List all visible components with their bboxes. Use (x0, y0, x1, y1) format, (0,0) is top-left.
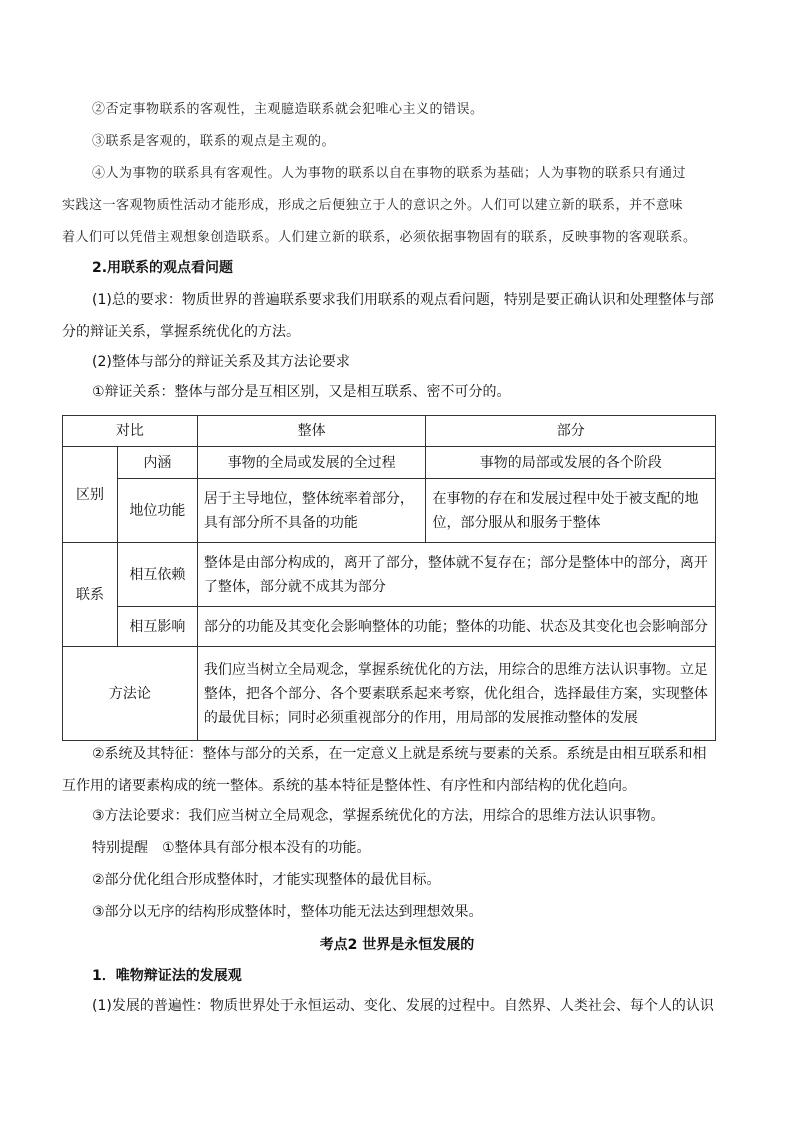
option-4-line1: ④人为事物的联系具有客观性。人为事物的联系以自在事物的联系为基础；人为事物的联系只有通过 (92, 166, 687, 181)
header-whole: 整体 (197, 416, 426, 447)
dialectical-relation: ①辩证关系：整体与部分是互相区别，又是相互联系、密不可分的。 (92, 384, 511, 400)
status-part: 在事物的存在和发展过程中处于被支配的地位，部分服从和服务于整体 (426, 479, 716, 543)
requirement-2: (2)整体与部分的辩证关系及其方法论要求 (92, 354, 350, 370)
connotation-label: 内涵 (117, 447, 197, 479)
special-tip-3: ③部分以无序的结构形成整体时，整体功能无法达到理想效果。 (92, 904, 483, 920)
connotation-whole: 事物的全局或发展的全过程 (197, 447, 426, 479)
heading-2: 2.用联系的观点看问题 (92, 260, 234, 276)
development-universality: (1)发展的普遍性：物质世界处于永恒运动、变化、发展的过程中。自然界、人类社会、每个人的认识 (92, 998, 714, 1014)
method-requirement: ③方法论要求：我们应当树立全局观念，掌握系统优化的方法，用综合的思维方法认识事物。 (92, 808, 665, 824)
requirement-1-line2: 分的辩证关系，掌握系统优化的方法。 (62, 324, 300, 340)
header-part: 部分 (426, 416, 716, 447)
heading-development: 1．唯物辩证法的发展观 (92, 968, 242, 984)
option-3: ③联系是客观的，联系的观点是主观的。 (92, 134, 336, 149)
option-2: ②否定事物联系的客观性，主观臆造联系就会犯唯心主义的错误。 (92, 102, 484, 117)
option-4-line2: 实践这一客观物质性活动才能形成，形成之后便独立于人的意识之外。人们可以建立新的联系，并不意味 (62, 198, 684, 213)
header-compare: 对比 (63, 416, 198, 447)
requirement-1-line1: (1)总的要求：物质世界的普遍联系要求我们用联系的观点看问题，特别是要正确认识和处理整体与部 (92, 292, 714, 308)
influence-text: 部分的功能及其变化会影响整体的功能；整体的功能、状态及其变化也会影响部分 (197, 607, 715, 647)
method-label: 方法论 (63, 647, 198, 741)
status-whole: 居于主导地位，整体统率着部分，具有部分所不具备的功能 (197, 479, 426, 543)
link-label: 联系 (63, 543, 118, 647)
connotation-part: 事物的局部或发展的各个阶段 (426, 447, 716, 479)
method-text: 我们应当树立全局观念，掌握系统优化的方法，用综合的思维方法认识事物。立足整体，把各个部分、各个要素联系起来考察，优化组合，选择最佳方案，实现整体的最优目标；同时必须重视部分的作用，用局部的发展推动整体的发展 (197, 647, 715, 741)
system-features-line2: 互作用的诸要素构成的统一整体。系统的基本特征是整体性、有序性和内部结构的优化趋向。 (62, 778, 636, 794)
system-features-line1: ②系统及其特征：整体与部分的关系，在一定意义上就是系统与要素的关系。系统是由相互联系和相 (92, 746, 707, 762)
comparison-table (62, 415, 716, 741)
special-tip: 特别提醒 ①整体具有部分根本没有的功能。 (92, 840, 371, 856)
depend-text: 整体是由部分构成的，离开了部分，整体就不复存在；部分是整体中的部分，离开了整体，部分就不成其为部分 (197, 543, 715, 607)
influence-label: 相互影响 (117, 607, 197, 647)
special-tip-2: ②部分优化组合形成整体时，才能实现整体的最优目标。 (92, 872, 441, 888)
diff-label: 区别 (63, 447, 118, 543)
depend-label: 相互依赖 (117, 543, 197, 607)
status-label: 地位功能 (117, 479, 197, 543)
section-title: 考点2 世界是永恒发展的 (319, 937, 475, 953)
option-4-line3: 着人们可以凭借主观想象创造联系。人们建立新的联系，必须依据事物固有的联系，反映事物的客观联系。 (62, 230, 697, 245)
